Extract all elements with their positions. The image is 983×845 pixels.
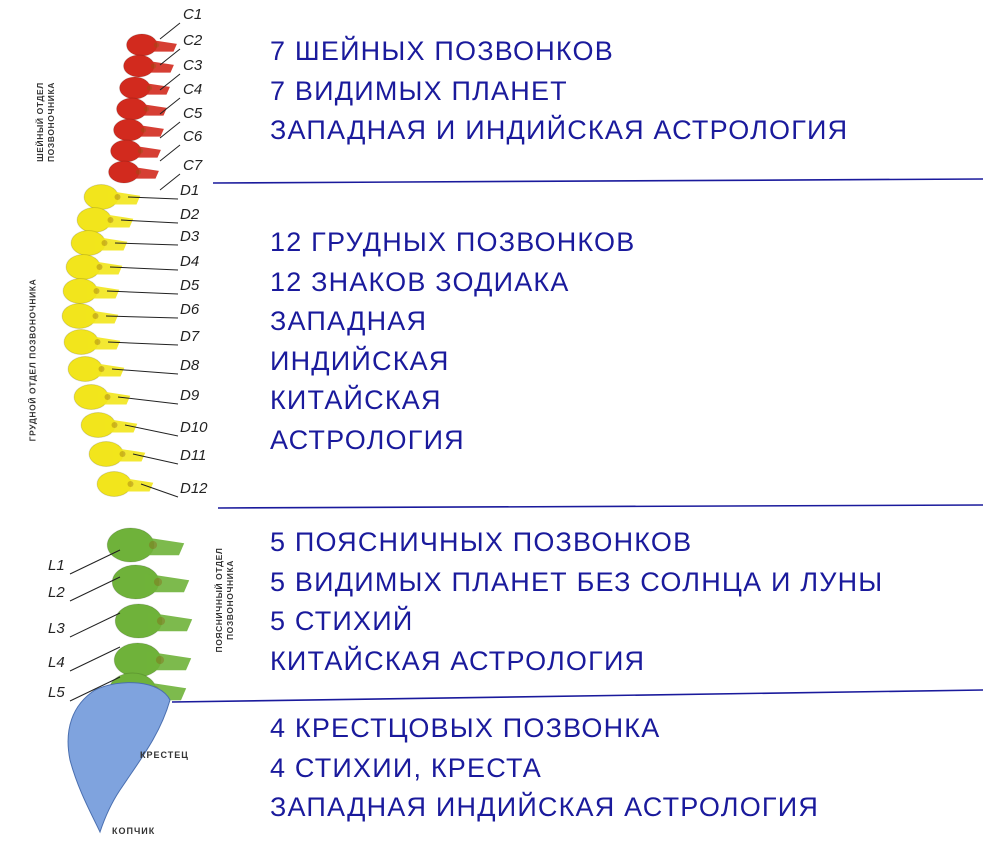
divider-line xyxy=(218,505,983,508)
text-line: КИТАЙСКАЯ АСТРОЛОГИЯ xyxy=(270,645,646,676)
text-line: 5 ПОЯСНИЧНЫХ ПОЗВОНКОВ xyxy=(270,527,693,557)
text-line: 7 ВИДИМЫХ ПЛАНЕТ xyxy=(270,75,568,106)
leader-line xyxy=(70,647,120,671)
vertebra-label: D11 xyxy=(180,447,207,464)
spine-illustration xyxy=(62,34,192,832)
vertebra-label: C5 xyxy=(183,105,203,122)
vertebra-label: C6 xyxy=(183,128,203,145)
vertebra-label: D3 xyxy=(180,228,200,245)
region-label-lumbar: ПОЯСНИЧНЫЙ ОТДЕЛ ПОЗВОНОЧНИКА xyxy=(214,547,235,653)
vertebra-c7 xyxy=(109,161,159,183)
vertebra-label: C2 xyxy=(183,32,203,49)
divider-line xyxy=(213,179,983,183)
text-line: 4 КРЕСТЦОВЫХ ПОЗВОНКА xyxy=(270,713,661,743)
vertebra-d12 xyxy=(97,472,153,497)
text-line: 4 СТИХИИ, КРЕСТА xyxy=(270,752,542,783)
vertebra-label: D10 xyxy=(180,419,208,436)
vertebra-c1 xyxy=(127,34,177,56)
vertebra-d10 xyxy=(81,413,137,438)
section-thoracic-text xyxy=(270,223,635,460)
leader-line xyxy=(70,550,120,574)
vertebra-label: C7 xyxy=(183,157,203,174)
text-line: ЗАПАДНАЯ И ИНДИЙСКАЯ АСТРОЛОГИЯ xyxy=(270,115,849,145)
text-line: КИТАЙСКАЯ xyxy=(270,385,442,415)
vertebra-label: D2 xyxy=(180,206,200,223)
leader-line xyxy=(70,577,120,601)
text-line: 12 ЗНАКОВ ЗОДИАКА xyxy=(270,266,570,297)
text-line: АСТРОЛОГИЯ xyxy=(270,424,465,455)
text-line: 12 ГРУДНЫХ ПОЗВОНКОВ xyxy=(270,227,636,257)
text-line: 5 ВИДИМЫХ ПЛАНЕТ БЕЗ СОЛНЦА И ЛУНЫ xyxy=(270,566,884,597)
text-line: ЗАПАДНАЯ ИНДИЙСКАЯ АСТРОЛОГИЯ xyxy=(270,792,820,822)
leader-line xyxy=(160,98,180,114)
leader-line xyxy=(160,23,180,39)
vertebra-l3 xyxy=(115,604,192,638)
vertebra-l2 xyxy=(112,565,189,599)
section-cervical-text xyxy=(270,32,848,151)
region-label-cervical: ШЕЙНЫЙ ОТДЕЛ ПОЗВОНОЧНИКА xyxy=(35,81,56,163)
vertebra-label: L1 xyxy=(48,557,65,574)
vertebra-label: D12 xyxy=(180,480,208,497)
section-sacral-text xyxy=(270,709,819,828)
leader-line xyxy=(160,174,180,190)
sacrum-label: КРЕСТЕЦ xyxy=(140,750,189,760)
vertebra-label: L5 xyxy=(48,684,65,701)
region-label-thoracic: ГРУДНОЙ ОТДЕЛ ПОЗВОНОЧНИКА xyxy=(27,278,38,442)
vertebra-c6 xyxy=(111,140,161,162)
vertebra-label: D5 xyxy=(180,277,200,294)
vertebra-label: D1 xyxy=(180,182,200,199)
vertebra-label: D8 xyxy=(180,357,200,374)
text-line: 5 СТИХИЙ xyxy=(270,606,414,636)
vertebra-label: L4 xyxy=(48,654,65,671)
leader-line xyxy=(160,145,180,161)
vertebra-label: L3 xyxy=(48,620,65,637)
vertebra-label: C3 xyxy=(183,57,203,74)
vertebra-label: D7 xyxy=(180,328,200,345)
vertebra-label: L2 xyxy=(48,584,65,601)
vertebra-c5 xyxy=(114,119,164,141)
vertebra-label: C1 xyxy=(183,6,203,23)
coccyx-label: КОПЧИК xyxy=(112,826,156,836)
section-lumbar-text xyxy=(270,523,883,681)
text-line: 7 ШЕЙНЫХ ПОЗВОНКОВ xyxy=(270,36,614,66)
divider-line xyxy=(172,690,983,702)
leader-line xyxy=(160,74,180,90)
vertebra-label: D6 xyxy=(180,301,200,318)
vertebra-label: D4 xyxy=(180,253,200,270)
vertebra-label: D9 xyxy=(180,387,200,404)
vertebra-l4 xyxy=(114,643,191,677)
vertebra-c2 xyxy=(124,55,174,77)
text-line: ИНДИЙСКАЯ xyxy=(270,345,450,376)
vertebra-label: C4 xyxy=(183,81,203,98)
leader-line xyxy=(70,613,120,637)
text-line: ЗАПАДНАЯ xyxy=(270,306,428,336)
vertebra-d11 xyxy=(89,442,145,467)
vertebra-l1 xyxy=(107,528,184,562)
vertebra-c4 xyxy=(117,98,167,120)
